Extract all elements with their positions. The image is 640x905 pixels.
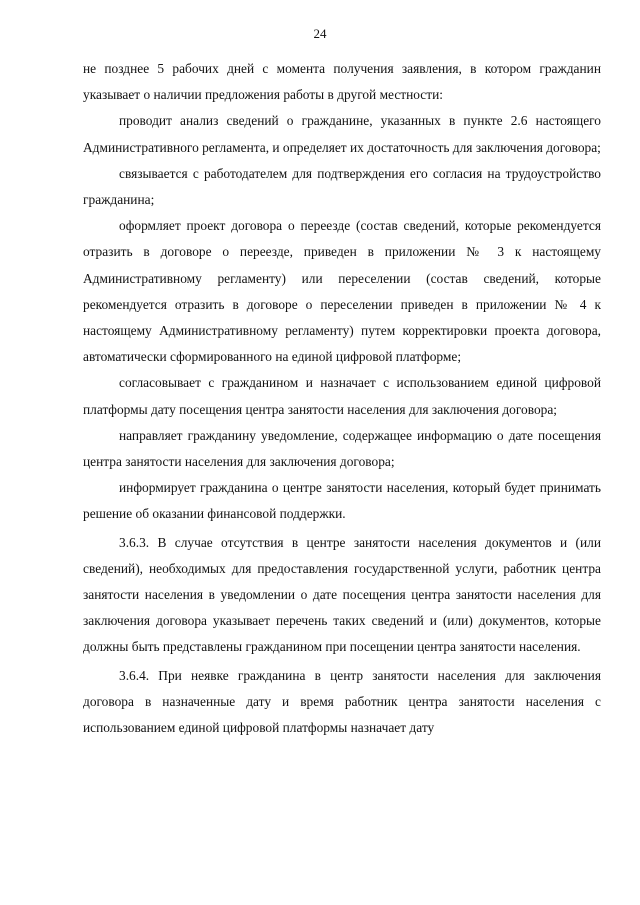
paragraph-schedule-visit: согласовывает с гражданином и назначает с использованием единой цифровой платформы дату посещения центра занятости населения для заключения договора; [83,375,601,417]
paragraph-contact-employer: связывается с работодателем для подтверждения его согласия на трудоустройство гражданина; [83,165,601,208]
document-body [83,56,601,741]
paragraph-deadline: не позднее 5 рабочих дней с момента получения заявления, в котором гражданин указывает о наличии предложения работы в другой местности: [83,61,601,103]
page-number: 24 [313,26,327,41]
paragraph-3-6-3: 3.6.3. В случае отсутствия в центре занятости населения документов и (или сведений), необходимых для предоставления государственной услуги, работник центра занятости населения в уведомлении о дате посещения центра занятости населения для заключения договора указывает перечень таких сведений и (или) документов, которые должны быть представлены гражданином при посещении центра занятости населения. [83,534,601,655]
paragraph-3-6-4: 3.6.4. При неявке гражданина в центр занятости населения для заключения договора в назначенные дату и время работник центра занятости населения с использованием единой цифровой платформы назначает дату [83,667,601,736]
paragraph-send-notice: направляет гражданину уведомление, содержащее информацию о дате посещения центра занятости населения для заключения договора; [83,427,601,470]
paragraph-inform-center: информирует гражданина о центре занятости населения, который будет принимать решение об оказании финансовой поддержки. [83,480,601,522]
paragraph-analysis: проводит анализ сведений о гражданине, указанных в пункте 2.6 настоящего Административного регламента, и определяет их достаточность для заключения договора; [83,113,601,155]
paragraph-draft-contract: оформляет проект договора о переезде (состав сведений, которые рекомендуется отразить в договоре о переезде, приведен в приложении № 3 к настоящему Административному регламенту) или переселении (состав сведений, которые рекомендуется отразить в договоре о переселении приведен в приложении № 4 к настоящему Административному регламенту) путем корректировки проекта договора, автоматически сформированного на единой цифровой платформе; [83,218,601,365]
